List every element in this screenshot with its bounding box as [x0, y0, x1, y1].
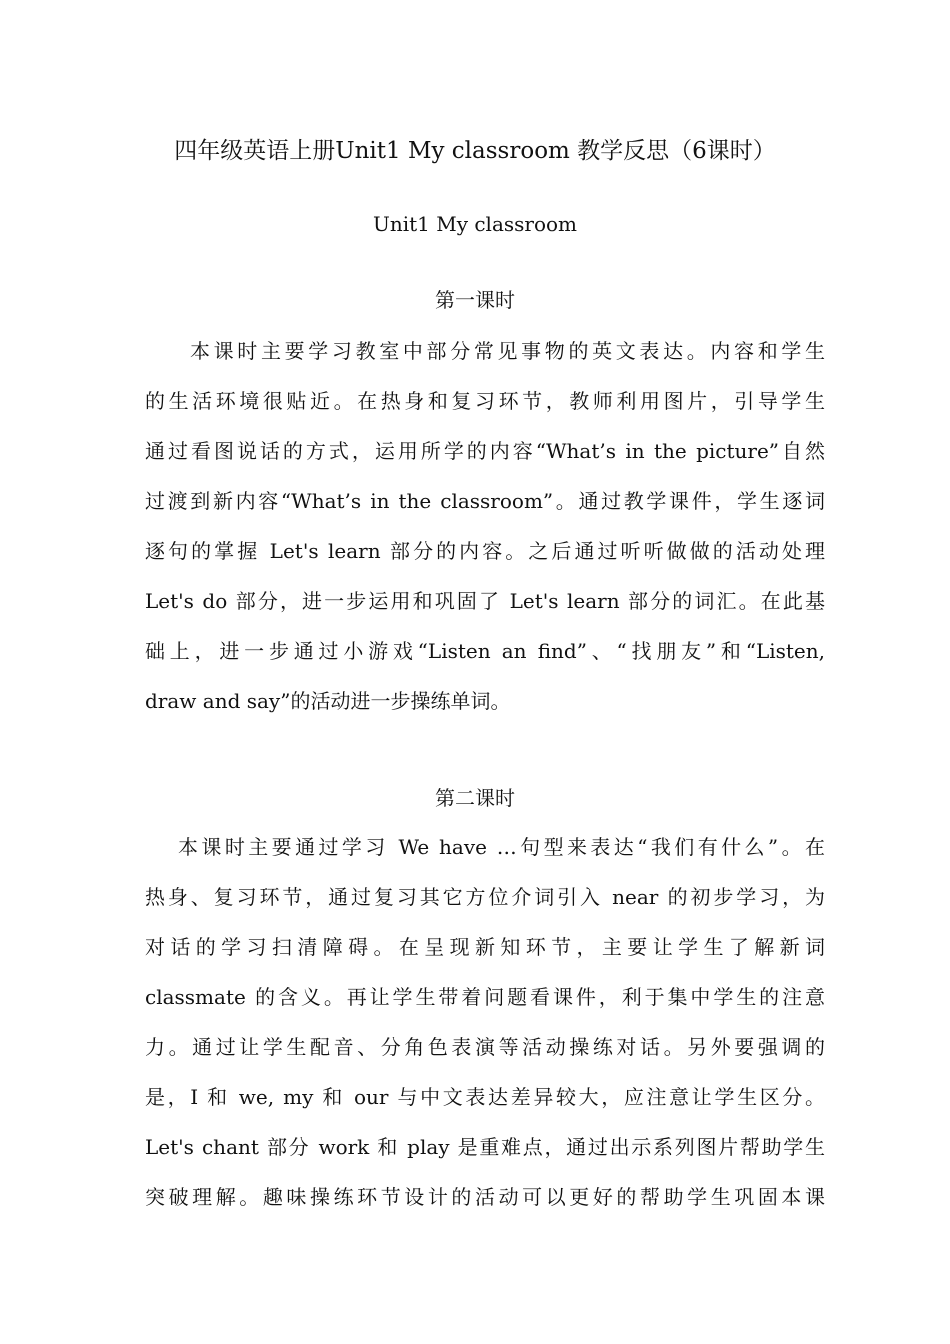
- lesson-1-line-3: 通过看图说话的方式，运用所学的内容“What’s in the picture”自然: [145, 439, 825, 463]
- lesson-1-line-8: draw and say”的活动进一步操练单词。: [145, 689, 511, 713]
- lesson-2-line-6: 是，I 和 we, my 和 our 与中文表达差异较大，应注意让学生区分。: [145, 1085, 825, 1109]
- lesson-1-line-2: 的生活环境很贴近。在热身和复习环节，教师利用图片，引导学生: [145, 389, 825, 413]
- lesson-1-line-5: 逐句的掌握 Let's learn 部分的内容。之后通过听听做做的活动处理: [145, 539, 825, 563]
- lesson-1-line-7: 础上，进一步通过小游戏“Listen an find”、“找朋友”和“Listen,: [145, 639, 825, 663]
- lesson-1-paragraph: [145, 326, 825, 726]
- lesson-1-line-6: Let's do 部分，进一步运用和巩固了 Let's learn 部分的词汇。在此基: [145, 589, 825, 613]
- lesson-2-line-5: 力。通过让学生配音、分角色表演等活动操练对话。另外要强调的: [145, 1035, 825, 1059]
- lesson-1-heading: 第一课时: [435, 288, 515, 312]
- lesson-2-line-2: 热身、复习环节，通过复习其它方位介词引入 near 的初步学习，为: [145, 885, 825, 909]
- document-subtitle: Unit1 My classroom: [372, 212, 578, 236]
- lesson-2-line-4: classmate 的含义。再让学生带着问题看课件，利于集中学生的注意: [145, 985, 825, 1009]
- lesson-1-line-4: 过渡到新内容“What’s in the classroom”。通过教学课件，学生逐词: [145, 489, 825, 513]
- lesson-2-line-7: Let's chant 部分 work 和 play 是重难点，通过出示系列图片帮助学生: [145, 1135, 825, 1159]
- lesson-2-paragraph: [145, 822, 825, 1222]
- lesson-2-line-1: 本课时主要通过学习 We have …句型来表达“我们有什么”。在: [178, 835, 825, 859]
- lesson-2-line-3: 对话的学习扫清障碍。在呈现新知环节，主要让学生了解新词: [145, 935, 825, 959]
- lesson-2-heading: 第二课时: [435, 786, 515, 810]
- document-title: 四年级英语上册Unit1 My classroom 教学反思（6课时）: [174, 138, 776, 164]
- lesson-1-line-1: 本课时主要学习教室中部分常见事物的英文表达。内容和学生: [190, 339, 825, 363]
- lesson-2-line-8: 突破理解。趣味操练环节设计的活动可以更好的帮助学生巩固本课: [145, 1185, 825, 1209]
